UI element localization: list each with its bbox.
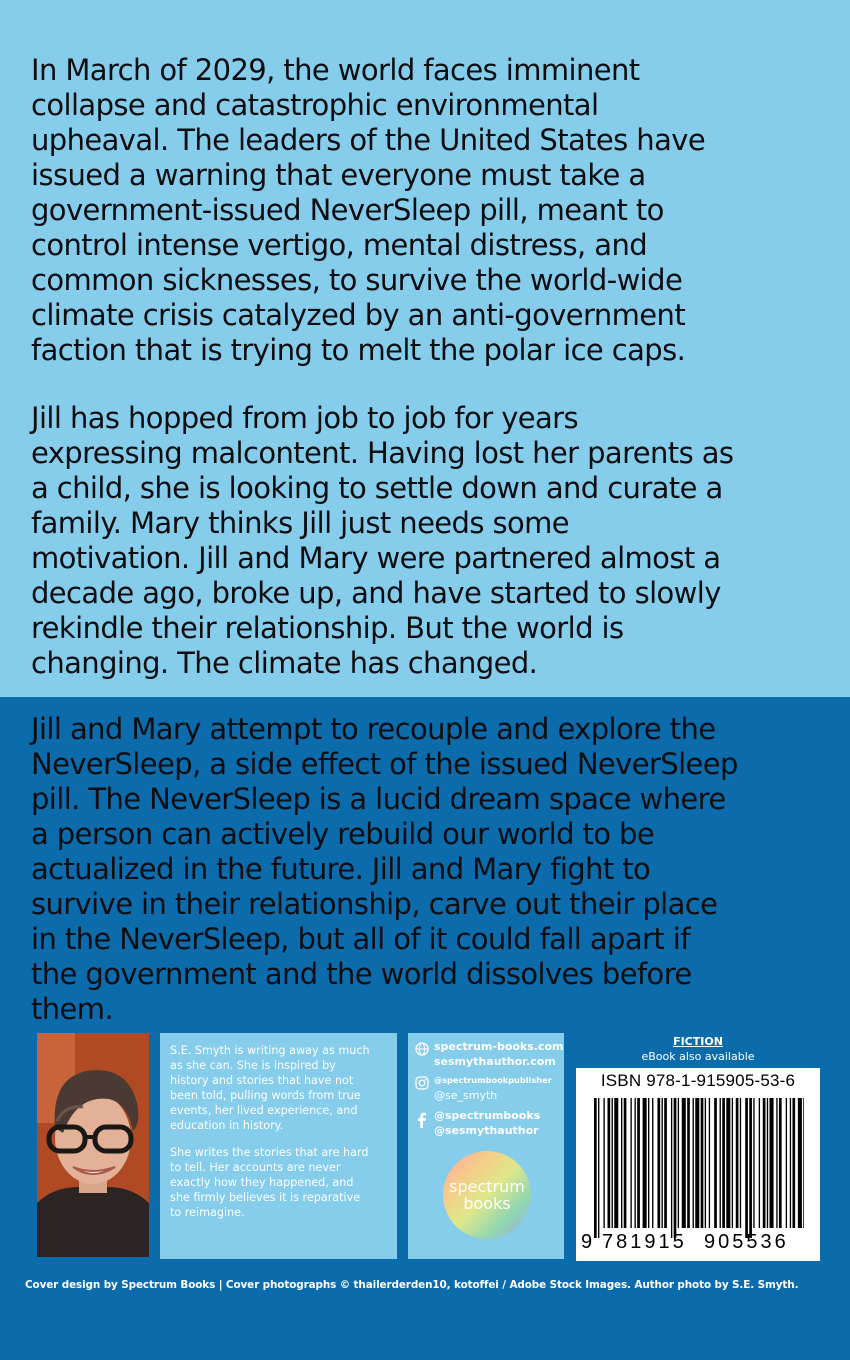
barcode-bar <box>745 1098 748 1238</box>
facebook-links <box>414 1108 558 1138</box>
barcode-bar <box>732 1098 733 1228</box>
barcode-bar <box>709 1098 710 1228</box>
barcode-bar <box>759 1098 760 1228</box>
facebook-icon <box>414 1111 430 1129</box>
barcode-bar <box>624 1098 627 1228</box>
barcode-bar <box>776 1098 777 1228</box>
author-bio-box <box>160 1033 397 1259</box>
ean-group-2: 905536 <box>704 1231 789 1253</box>
website-link-publisher[interactable]: spectrum-books.com <box>434 1040 564 1053</box>
author-photo <box>37 1033 149 1257</box>
barcode-bar <box>662 1098 663 1228</box>
barcode-bar <box>779 1098 782 1228</box>
cover-credits: Cover design by Spectrum Books | Cover photographs © thailerderden10, kotoffei / Adobe Stock Images. Author photo by S.E. Smyth. <box>25 1279 799 1291</box>
barcode-bar <box>643 1098 647 1228</box>
logo-text-line2: books <box>463 1194 511 1213</box>
barcode-bar <box>736 1098 739 1228</box>
ean-group-1: 781915 <box>602 1231 687 1253</box>
barcode-bar <box>693 1098 694 1228</box>
barcode-bar <box>705 1098 706 1228</box>
barcode-bar <box>657 1098 660 1228</box>
barcode-bar <box>671 1098 672 1238</box>
facebook-handle-publisher[interactable]: @spectrumbooks <box>434 1109 541 1122</box>
barcode-bar <box>798 1098 802 1228</box>
instagram-handle-author[interactable]: @se_smyth <box>434 1089 498 1102</box>
barcode-bar <box>790 1098 791 1228</box>
isbn-label: ISBN 978-1-915905-53-6 <box>600 1071 796 1090</box>
barcode-bar <box>614 1098 618 1228</box>
barcode-bar <box>682 1098 686 1228</box>
instagram-icon <box>414 1076 430 1090</box>
barcode-bar <box>786 1098 787 1228</box>
globe-icon <box>414 1042 430 1056</box>
barcode-bar <box>753 1098 754 1228</box>
spectrum-books-logo <box>441 1149 533 1241</box>
barcode-bar <box>678 1098 679 1228</box>
barcode-bar <box>695 1098 699 1228</box>
barcode-bar <box>635 1098 636 1228</box>
author-bio-2: She writes the stories that are hard to tell. Her accounts are never exactly how they happened, and she firmly believes it is reparative to reimagine. <box>170 1146 369 1219</box>
barcode-bar <box>648 1098 649 1228</box>
instagram-links <box>414 1073 558 1103</box>
barcode-bar <box>770 1098 774 1228</box>
barcode-bar <box>720 1098 721 1228</box>
blurb-paragraph-1: In March of 2029, the world faces imminent collapse and catastrophic environmental upheaval. The leaders of the United States have issued a warning that everyone must take a government-issued NeverSleep pill, meant to control intense vertigo, mental distress, and common sicknesses, to survive the world-wide climate crisis catalyzed by an anti-government faction that is trying to melt the polar ice caps. <box>31 53 706 367</box>
website-link-author[interactable]: sesmythauthor.com <box>434 1055 556 1068</box>
web-links <box>414 1039 564 1069</box>
genre-label: FICTION <box>673 1035 723 1048</box>
barcode-bar <box>803 1098 804 1228</box>
barcode-bar <box>612 1098 613 1228</box>
barcode-bar <box>740 1098 741 1228</box>
barcode <box>576 1068 820 1261</box>
barcode-bar <box>792 1098 795 1228</box>
barcode-bar <box>767 1098 768 1228</box>
barcode-bar <box>652 1098 653 1228</box>
barcode-bar <box>608 1098 611 1228</box>
barcode-bar <box>637 1098 640 1228</box>
barcode-bars <box>594 1098 804 1238</box>
author-bio-1: S.E. Smyth is writing away as much as she can. She is inspired by history and stories that have not been told, pulling words from true events, her lived experience, and education in history. <box>170 1044 370 1132</box>
barcode-bar <box>701 1098 704 1228</box>
barcode-bar <box>603 1098 604 1228</box>
barcode-bar <box>722 1098 725 1228</box>
instagram-handle-publisher[interactable]: @spectrumbookpublisher <box>434 1075 552 1085</box>
barcode-bar <box>687 1098 690 1228</box>
barcode-bar <box>749 1098 752 1238</box>
barcode-bar <box>664 1098 667 1228</box>
facebook-handle-author[interactable]: @sesmythauthor <box>434 1124 539 1137</box>
blurb-paragraph-3: Jill and Mary attempt to recouple and explore the NeverSleep, a side effect of the issued NeverSleep pill. The NeverSleep is a lucid dream space where a person can actively rebuild our world to be actualized in the future. Jill and Mary fight to survive in their relationship, carve out their place in the NeverSleep, but all of it could fall apart if the government and the world dissolves before them. <box>31 712 738 1026</box>
blurb-paragraph-2: Jill has hopped from job to job for years expressing malcontent. Having lost her parents as a child, she is looking to settle down and curate a family. Mary thinks Jill just needs some motivation. Jill and Mary were partnered almost a decade ago, broke up, and have started to slowly rekindle their relationship. But the world is changing. The climate has changed. <box>31 401 734 680</box>
ean-first-digit: 9 <box>581 1231 593 1253</box>
isbn-header <box>576 1035 820 1065</box>
ebook-note: eBook also available <box>641 1050 755 1063</box>
barcode-bar <box>621 1098 622 1228</box>
barcode-bar <box>714 1098 717 1228</box>
logo-text-line1: spectrum <box>449 1177 525 1196</box>
barcode-bar <box>630 1098 631 1228</box>
social-links-box <box>408 1033 564 1259</box>
barcode-bar <box>594 1098 597 1238</box>
barcode-bar <box>598 1098 599 1238</box>
barcode-bar <box>726 1098 730 1228</box>
barcode-bar <box>763 1098 766 1228</box>
barcode-bar <box>674 1098 677 1238</box>
